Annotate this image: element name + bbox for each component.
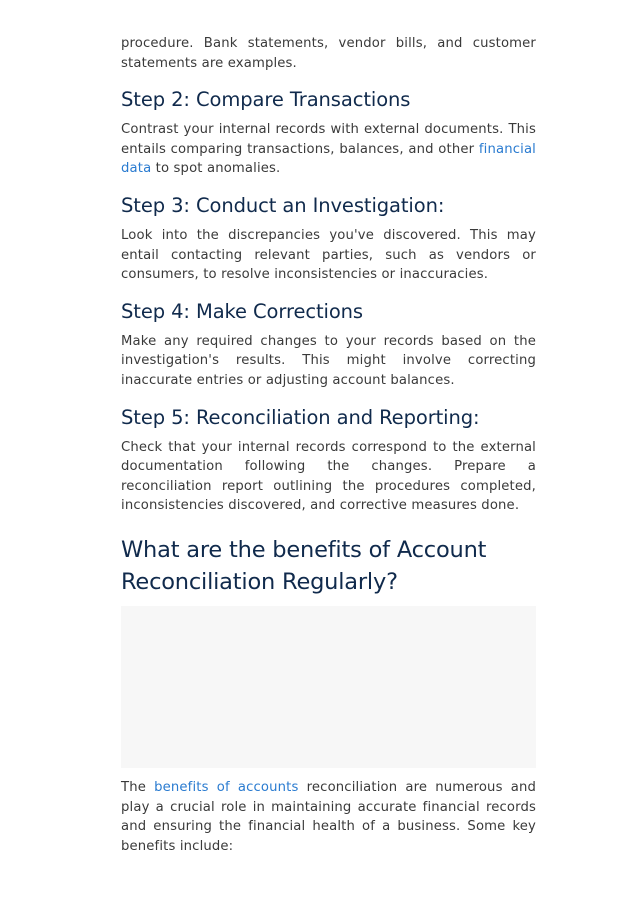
step-4-paragraph: Make any required changes to your records based on the investigation's results. This might involve correcting inaccurate entries or adjusting account balances. (121, 333, 536, 388)
step-3-paragraph: Look into the discrepancies you've discovered. This may entail contacting relevant parties, such as vendors or consumers, to resolve inconsistencies or inaccuracies. (121, 227, 536, 283)
step-4-heading: Step 4: Make Corrections (121, 299, 363, 323)
benefits-paragraph (121, 778, 536, 856)
step-2-paragraph (121, 120, 536, 179)
step-2-text-after: to spot anomalies. (151, 161, 281, 177)
benefits-text-before: The (121, 779, 155, 795)
financial-data-link[interactable]: financial data (121, 141, 536, 177)
article-content (121, 34, 536, 856)
step-2-heading: Step 2: Compare Transactions (121, 88, 411, 112)
benefits-heading: What are the benefits of Account Reconciliation Regularly? (121, 536, 487, 595)
benefits-text-after: reconciliation are numerous and play a crucial role in maintaining accurate financial records and ensuring the financial health of a business. Some key benefits include: (121, 779, 536, 854)
article-image-placeholder (121, 606, 536, 768)
benefits-of-accounts-link[interactable]: benefits of accounts (154, 779, 299, 795)
step-5-paragraph: Check that your internal records correspond to the external documentation following the changes. Prepare a reconciliation report outlining the procedures completed, inconsistencies discovered, and corrective measures done. (121, 439, 536, 514)
intro-paragraph: procedure. Bank statements, vendor bills, and customer statements are examples. (121, 36, 536, 71)
step-2-text-before: Contrast your internal records with external documents. This entails comparing transactions, balances, and other (121, 122, 536, 157)
step-3-heading: Step 3: Conduct an Investigation: (121, 193, 445, 217)
step-5-heading: Step 5: Reconciliation and Reporting: (121, 405, 480, 429)
